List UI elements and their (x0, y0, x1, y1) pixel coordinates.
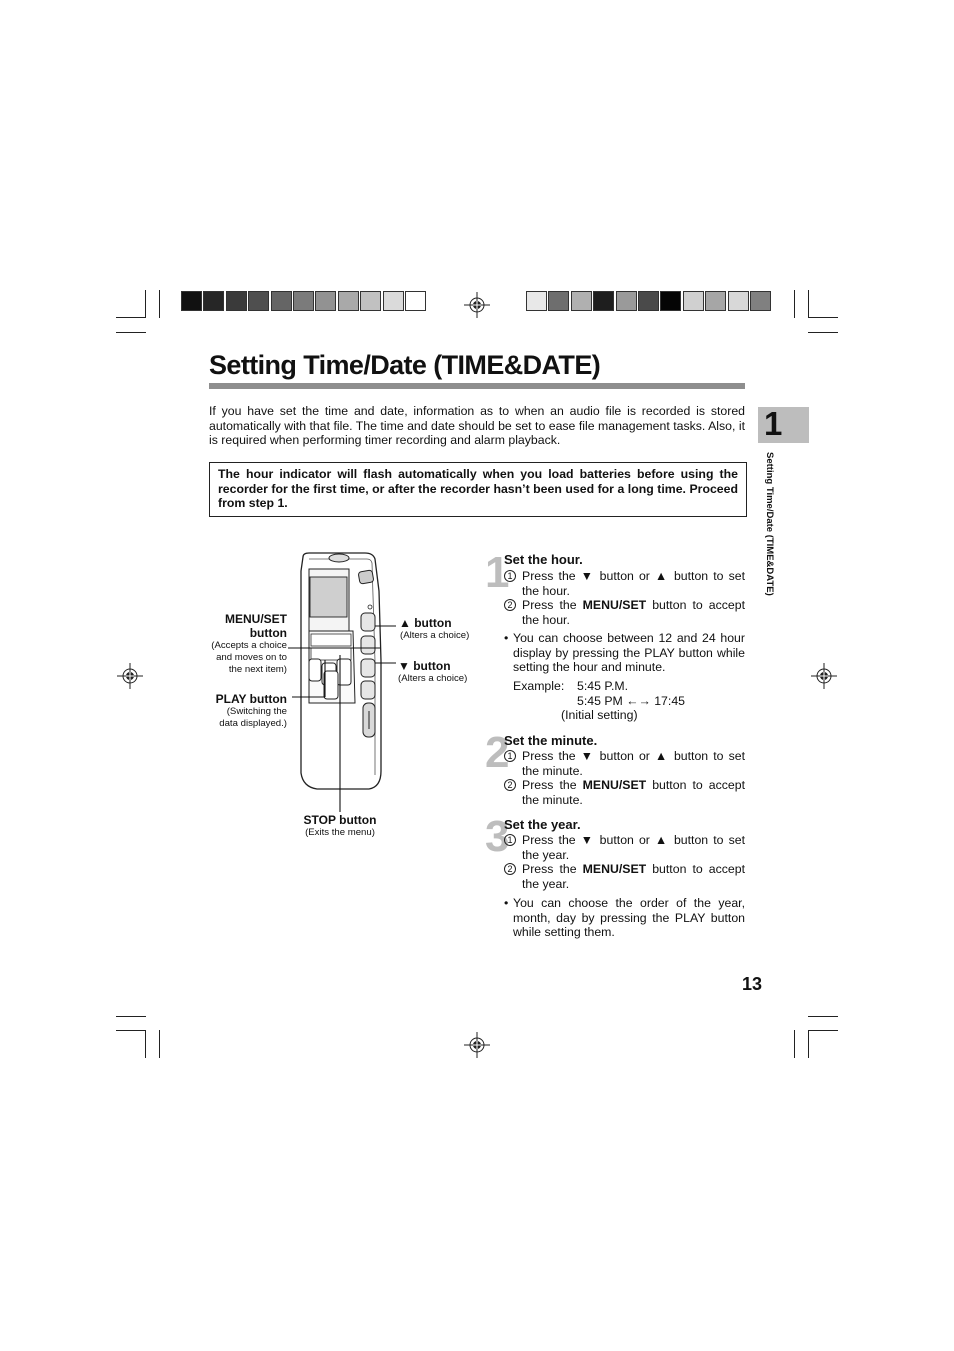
color-swatch (248, 291, 269, 311)
sub-step-text: Press the MENU/SET button to accept the hour. (522, 598, 745, 627)
color-swatch (315, 291, 336, 311)
circled-number: 2 (504, 599, 516, 611)
chapter-number: 1 (764, 405, 783, 442)
color-swatch (728, 291, 749, 311)
color-swatch (526, 291, 547, 311)
step-number: 1 (485, 548, 508, 597)
callout-lines (200, 560, 490, 820)
color-swatch (271, 291, 292, 311)
sub-step (504, 778, 745, 807)
sub-step (504, 569, 745, 598)
example-line-3: (Initial setting) (561, 708, 638, 722)
circled-number: 1 (504, 834, 516, 846)
stop-button-desc: (Exits the menu) (305, 827, 375, 838)
note-text: The hour indicator will flash automatically when you load batteries before using the recorder for the first time, or after the recorder hasn’t been used for a long time. Proceed from step 1. (218, 467, 738, 511)
step-number: 2 (485, 728, 508, 777)
registration-target-icon (117, 663, 143, 689)
color-swatch (571, 291, 592, 311)
color-swatch (638, 291, 659, 311)
up-button-label: ▲ button (399, 616, 452, 630)
stop-callout (290, 813, 390, 839)
down-callout (398, 659, 467, 685)
bullet-text: You can choose between 12 and 24 hour display by pressing the PLAY button while setting the hour and minute. (513, 631, 745, 675)
play-desc-1: (Switching the (226, 706, 287, 717)
sub-step-text: Press the MENU/SET button to accept the year. (522, 862, 745, 891)
color-swatch (226, 291, 247, 311)
sub-step-text: Press the ▼ button or ▲ button to set the hour. (522, 569, 745, 598)
sub-step-text: Press the ▼ button or ▲ button to set the year. (522, 833, 745, 862)
color-swatch (360, 291, 381, 311)
color-swatch (203, 291, 224, 311)
play-callout (200, 692, 287, 730)
color-swatch (683, 291, 704, 311)
note-box (209, 462, 747, 517)
color-swatch (383, 291, 404, 311)
sub-step (504, 749, 745, 778)
step-heading: Set the year. (504, 817, 581, 832)
registration-target-icon (811, 663, 837, 689)
example-line-1: 5:45 P.M. (577, 679, 629, 693)
color-swatch (660, 291, 681, 311)
sub-step (504, 862, 745, 891)
step-heading: Set the hour. (504, 552, 583, 567)
step-number: 3 (485, 812, 508, 861)
up-callout (399, 616, 469, 642)
example-line-2: 5:45 PM ←→ 17:45 (577, 694, 685, 708)
up-button-desc: (Alters a choice) (400, 630, 470, 641)
color-swatch (548, 291, 569, 311)
bullet-text: You can choose the order of the year, month, day by pressing the PLAY button while setting them. (513, 896, 745, 940)
menu-set-desc-2: and moves on to (216, 652, 287, 663)
intro-paragraph: If you have set the time and date, information as to when an audio file is recorded is stored automatically with that file. The time and date should be set to ease file management tasks. Also, it is required when performing timer recording and alarm playback. (209, 404, 745, 448)
circled-number: 1 (504, 750, 516, 762)
color-swatch (405, 291, 426, 311)
sub-step-text: Press the ▼ button or ▲ button to set the minute. (522, 749, 745, 778)
color-swatch (338, 291, 359, 311)
color-swatch (616, 291, 637, 311)
color-swatch (750, 291, 771, 311)
sub-step (504, 833, 745, 862)
color-swatch (293, 291, 314, 311)
play-desc-2: data displayed.) (219, 718, 287, 729)
registration-target-icon (464, 292, 490, 318)
step-heading: Set the minute. (504, 733, 598, 748)
circled-number: 2 (504, 779, 516, 791)
color-swatch (181, 291, 202, 311)
stop-button-label: STOP button (303, 813, 377, 827)
chapter-tab (758, 407, 809, 443)
menu-set-desc-1: (Accepts a choice (211, 640, 287, 651)
bullet-note: • You can choose the order of the year, month, day by pressing the PLAY button while setting them. (504, 896, 745, 940)
menu-set-label: MENU/SET (224, 612, 287, 626)
registration-target-icon (464, 1032, 490, 1058)
menu-set-callout (209, 612, 287, 676)
bullet-note: • You can choose between 12 and 24 hour display by pressing the PLAY button while setting the hour and minute. (504, 631, 745, 675)
down-button-desc: (Alters a choice) (398, 673, 468, 684)
page-title: Setting Time/Date (TIME&DATE) (209, 350, 601, 380)
color-swatch (705, 291, 726, 311)
menu-set-desc-3: the next item) (228, 664, 287, 675)
play-label: PLAY button (215, 692, 287, 706)
page-number: 13 (742, 974, 763, 994)
sub-step (504, 598, 745, 627)
title-rule (209, 383, 745, 389)
example-label: Example: (513, 679, 565, 693)
circled-number: 2 (504, 863, 516, 875)
circled-number: 1 (504, 570, 516, 582)
sub-step-text: Press the MENU/SET button to accept the minute. (522, 778, 745, 807)
color-swatch (593, 291, 614, 311)
down-button-label: ▼ button (398, 659, 451, 673)
side-title-text: Setting Time/Date (TIME&DATE) (764, 452, 775, 596)
menu-set-label-2: button (249, 626, 287, 640)
side-title (758, 452, 782, 632)
